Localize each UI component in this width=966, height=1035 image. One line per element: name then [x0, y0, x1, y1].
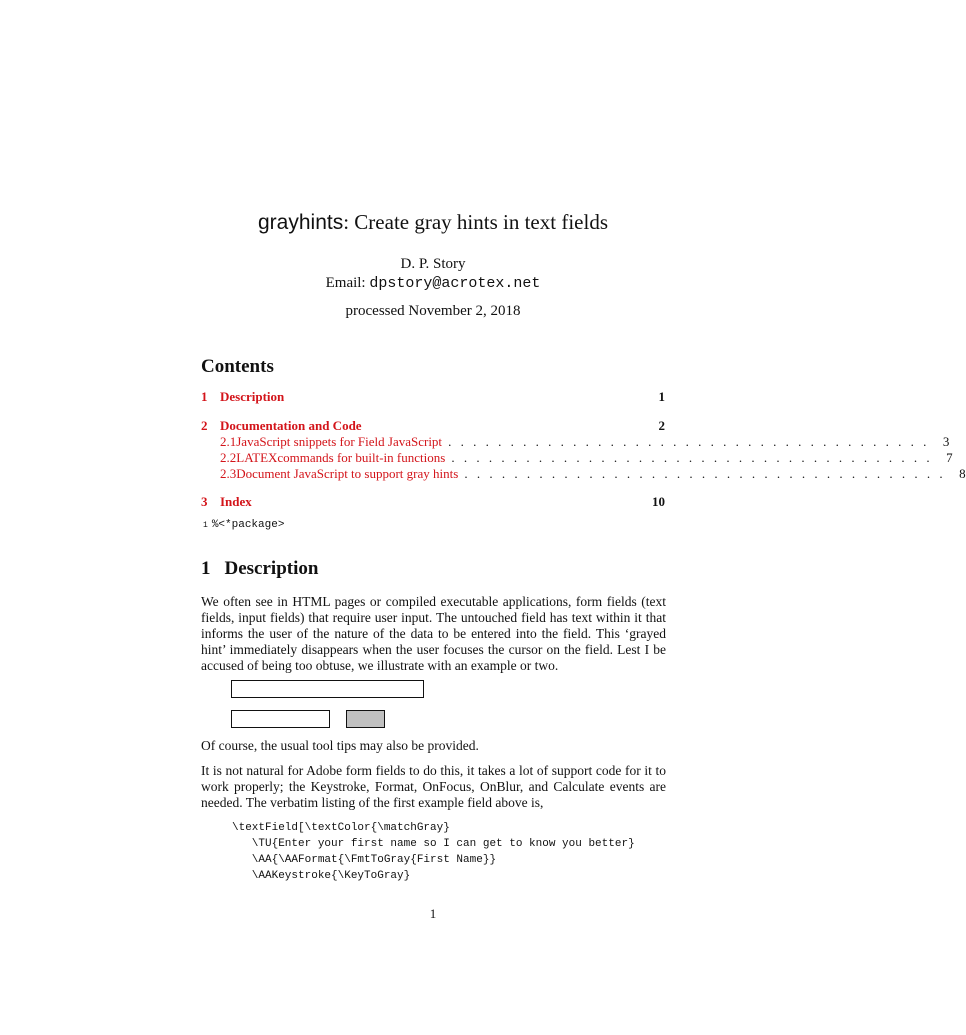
section-title: Description: [224, 558, 319, 579]
package-name: grayhints: [258, 211, 344, 234]
verbatim-line: \textField[\textColor{\matchGray}: [232, 822, 450, 834]
toc-entry-description[interactable]: [201, 389, 665, 405]
toc-dot-leader: . . . . . . . . . . . . . . . . . . . . . . . . . . . . . . . . . . . . . . .: [451, 450, 933, 465]
toc-number: 2.2: [220, 450, 237, 465]
description-paragraph: We often see in HTML pages or compiled executable applications, form fields (text fields, input fields) that require user input. The untouched field has text within it that informs the user of the nature of the data to be entered into the field. This ‘grayed hint’ immediately disappears when the user focuses the cursor on the field. Lest I be accused of being too obtuse, we illustrate with an example or two.: [201, 594, 666, 673]
code-line-text: %<*package>: [211, 519, 285, 531]
verbatim-line: \AAKeystroke{\KeyToGray}: [232, 870, 411, 882]
example-text-field[interactable]: [231, 710, 330, 728]
toc-dot-leader: . . . . . . . . . . . . . . . . . . . . . . . . . . . . . . . . . . . . . . .: [448, 434, 930, 449]
email-address[interactable]: dpstory@acrotex.net: [369, 275, 541, 292]
toc-label: Documentation and Code: [220, 418, 362, 433]
first-name-text-field[interactable]: [231, 680, 424, 698]
verbatim-line: \TU{Enter your first name so I can get to know you better}: [232, 838, 635, 850]
support-code-paragraph: It is not natural for Adobe form fields to do this, it takes a lot of support code for it to work properly; the Keystroke, Format, OnFocus, OnBlur, and Calculate events are needed. The verbatim listing of the first example field above is,: [201, 763, 666, 810]
toc-number: 3: [201, 494, 208, 509]
processed-date: processed November 2, 2018: [345, 303, 521, 319]
toc-label: LATEXcommands for built-in functions: [236, 450, 446, 465]
toc-dot-leader: . . . . . . . . . . . . . . . . . . . . . . . . . . . . . . . . . . . . . . .: [464, 466, 946, 481]
toc-entry-documentation[interactable]: [201, 418, 665, 434]
page-number: 1: [429, 906, 437, 921]
toc-entry-index[interactable]: [201, 494, 665, 510]
email-label: Email:: [325, 275, 366, 291]
author-block: [0, 255, 866, 293]
example-gray-field[interactable]: [346, 710, 385, 728]
tooltips-paragraph: Of course, the usual tool tips may also be provided.: [201, 738, 479, 753]
toc-page: 1: [658, 389, 665, 404]
document-title: [0, 210, 866, 235]
toc-number: 1: [201, 389, 208, 404]
author-name: D. P. Story: [400, 256, 466, 272]
toc-number: 2.1: [220, 434, 237, 449]
toc-entry-document-js[interactable]: [201, 466, 966, 482]
toc-entry-js-snippets[interactable]: [201, 434, 950, 450]
toc-page: 3: [942, 434, 950, 449]
verbatim-line: \AA{\AAFormat{\FmtToGray{First Name}}: [232, 854, 497, 866]
toc-page: 2: [658, 418, 665, 433]
toc-page: 10: [652, 494, 665, 509]
title-rest: : Create gray hints in text fields: [343, 210, 608, 234]
toc-label: JavaScript snippets for Field JavaScript: [236, 434, 443, 449]
toc-label: Document JavaScript to support gray hints: [236, 466, 459, 481]
code-line: [203, 519, 284, 531]
code-line-number: 1: [203, 521, 208, 530]
toc-page: 8: [959, 466, 966, 481]
toc-page: 7: [946, 450, 953, 465]
author-email-line: [0, 274, 866, 293]
toc-label: Description: [220, 389, 285, 404]
toc-number: 2.3: [220, 466, 237, 481]
contents-heading: Contents: [201, 356, 274, 377]
section-heading: [201, 558, 318, 580]
toc-entry-latex-commands[interactable]: [201, 450, 953, 466]
toc-label: Index: [220, 494, 252, 509]
section-number: 1: [201, 558, 211, 579]
toc-number: 2: [201, 418, 208, 433]
